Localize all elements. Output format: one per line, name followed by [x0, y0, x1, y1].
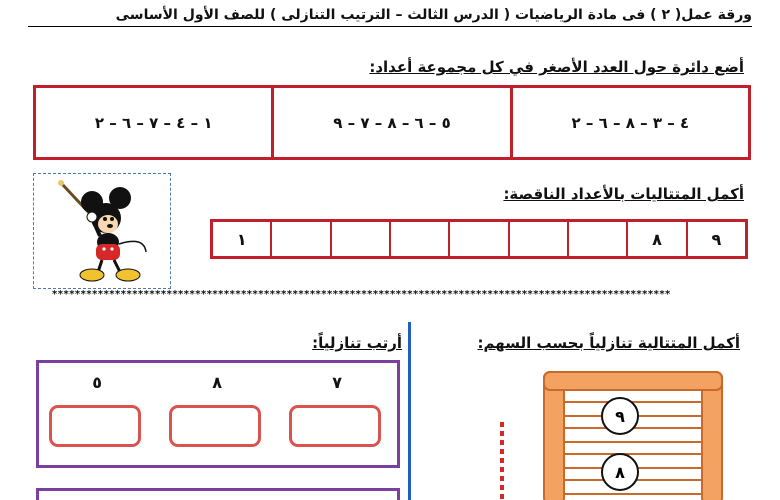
sequence-cell-blank[interactable] — [272, 222, 331, 256]
sequence-cell-blank[interactable] — [569, 222, 628, 256]
rung-number: ٩ — [615, 407, 625, 426]
number-group-2[interactable]: ٥ – ٦ – ٨ – ٧ – ٩ — [274, 88, 512, 157]
ladder-right-rail — [702, 372, 722, 500]
number-ladder — [480, 362, 770, 500]
order-box — [36, 360, 400, 468]
ladder-left-rail — [544, 372, 564, 500]
answer-slot[interactable] — [289, 405, 381, 447]
mickey-mouse-icon — [34, 174, 169, 287]
vertical-divider — [408, 322, 411, 500]
worksheet-title: ورقة عمل( ٢ ) فى مادة الرياضيات ( الدرس الثالث – الترتيب التنازلى ) للصف الأول الأساسى — [28, 4, 752, 27]
sequence-cell-blank[interactable] — [332, 222, 391, 256]
number-group-3[interactable]: ١ – ٤ – ٧ – ٦ – ٢ — [36, 88, 274, 157]
mickey-illustration — [33, 173, 171, 289]
order-number: ٥ — [92, 373, 102, 392]
sequence-cell-blank[interactable] — [391, 222, 450, 256]
ladder-top-bar — [544, 372, 722, 390]
question-3-prompt: أكمل المتتالية تنازلياً بحسب السهم: — [477, 334, 740, 352]
answer-slot[interactable] — [169, 405, 261, 447]
number-group-1[interactable]: ٤ – ٣ – ٨ – ٦ – ٢ — [571, 113, 690, 132]
question-2-prompt: أكمل المتتاليات بالأعداد الناقصة: — [503, 185, 744, 203]
sequence-cell: ٨ — [628, 222, 687, 256]
sequence-cell-blank[interactable] — [450, 222, 509, 256]
sequence-cell: ١ — [213, 222, 272, 256]
question-1-prompt: أضع دائرة حول العدد الأصغر في كل مجموعة أعداد: — [369, 58, 744, 76]
sequence-cell-blank[interactable] — [510, 222, 569, 256]
answer-slot[interactable] — [49, 405, 141, 447]
order-number: ٨ — [212, 373, 222, 392]
question-4-prompt: أرتب تنازلياً: — [312, 334, 402, 352]
star-separator: ************************************************************************************************************ — [52, 289, 671, 300]
order-box-2 — [36, 488, 400, 500]
rung-number: ٨ — [615, 463, 625, 482]
sequence-cell: ٩ — [711, 229, 722, 249]
ladder-rung — [564, 428, 702, 442]
number-groups-box — [33, 85, 751, 160]
order-number: ٧ — [332, 373, 342, 392]
sequence-row — [210, 219, 748, 259]
